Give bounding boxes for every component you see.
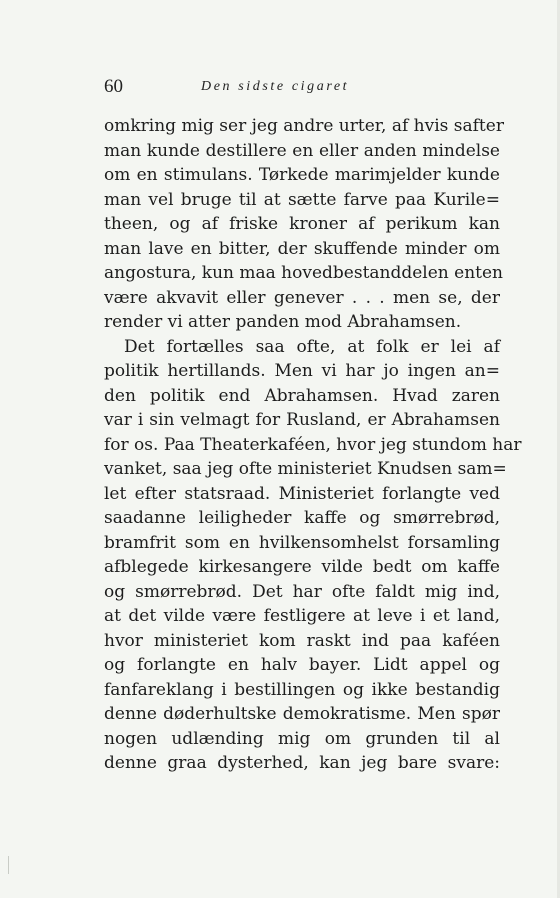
text-line: politik hertillands. Men vi har jo ingen an= [104, 361, 500, 381]
text-line: man kunde destillere en eller anden mindelse [104, 140, 500, 161]
text-line: være akvavit eller genever . . . men se, der [104, 287, 500, 308]
text-line: og forlangte en halv bayer. Lidt appel og [104, 655, 500, 675]
text-line: for os. Paa Theaterkaféen, hvor jeg stundom har [104, 434, 522, 455]
text-line: render vi atter panden mod Abrahamsen. [104, 312, 462, 332]
text-line: fanfareklang i bestillingen og ikke bestandig [104, 679, 500, 700]
text-line: man vel bruge til at sætte farve paa Kurile= [104, 189, 500, 210]
text-line: denne døderhultske demokratisme. Men spør [104, 704, 500, 724]
page-header [104, 76, 504, 100]
text-line: nogen udlænding mig om grunden til al [104, 728, 500, 749]
running-title: Den sidste cigaret [201, 79, 350, 94]
text-line: den politik end Abrahamsen. Hvad zaren [104, 385, 500, 406]
text-line: om en stimulans. Tørkede marimjelder kunde [104, 165, 500, 185]
text-line: at det vilde være festligere at leve i et land, [104, 606, 500, 626]
text-line: man lave en bitter, der skuffende minder om [104, 238, 500, 259]
text-line: theen, og af friske kroner af perikum kan [104, 214, 500, 234]
text-line: Det fortælles saa ofte, at folk er lei af [124, 336, 500, 357]
text-line: og smørrebrød. Det har ofte faldt mig ind, [104, 581, 500, 602]
body-text [104, 114, 522, 776]
text-line: bramfrit som en hvilkensomhelst forsamling [104, 532, 500, 553]
text-line: afblegede kirkesangere vilde bedt om kaffe [104, 557, 500, 577]
page-number: 60 [104, 76, 123, 97]
text-line: var i sin velmagt for Rusland, er Abrahamsen [104, 410, 500, 430]
text-line: denne graa dysterhed, kan jeg bare svare: [104, 753, 500, 773]
text-line: hvor ministeriet kom raskt ind paa kaféen [104, 630, 500, 651]
text-line: let efter statsraad. Ministeriet forlangte ved [104, 483, 500, 504]
text-line: vanket, saa jeg ofte ministeriet Knudsen sam= [104, 459, 507, 479]
text-line: angostura, kun maa hovedbestanddelen enten [104, 263, 504, 283]
text-line: omkring mig ser jeg andre urter, af hvis safter [104, 116, 504, 136]
text-line: saadanne leiligheder kaffe og smørrebrød, [104, 508, 500, 528]
scan-mark [8, 856, 9, 874]
